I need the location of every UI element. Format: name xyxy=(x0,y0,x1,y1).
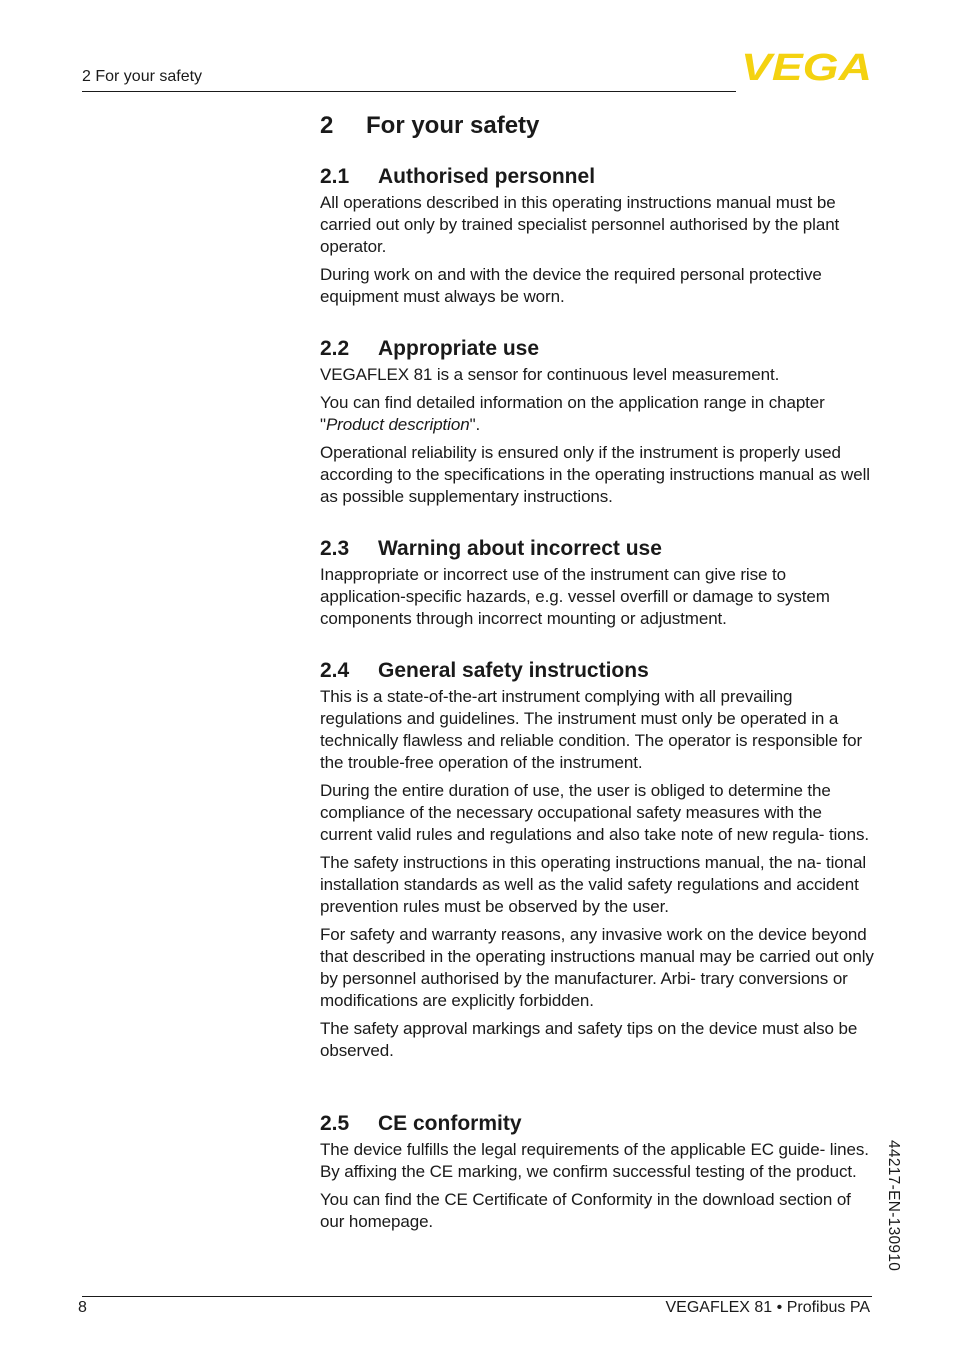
chapter-heading xyxy=(320,108,876,144)
section-warning-incorrect-use xyxy=(320,534,876,636)
text-run: ". xyxy=(469,415,481,434)
paragraph: Operational reliability is ensured only if the instrument is properly used according to the specifications in the operating instructions manual as well as possible supplementary instructions. xyxy=(320,443,870,506)
header-rule xyxy=(82,91,736,92)
section-number: 2.2 xyxy=(320,337,350,360)
chapter-title: For your safety xyxy=(366,112,540,139)
paragraph: The device fulfills the legal requirements of the applicable EC guide- lines. By affixing the CE marking, we confirm successful testing of the product. xyxy=(320,1140,869,1181)
section-authorised-personnel xyxy=(320,162,876,314)
section-title: Warning about incorrect use xyxy=(378,537,662,560)
section-title: CE conformity xyxy=(378,1112,522,1135)
paragraph: This is a state-of-the-art instrument complying with all prevailing regulations and guidelines. The instrument must only be operated in a technically flawless and reliable condition. The operator is responsible for the trouble-free operation of the instrument. xyxy=(320,687,863,772)
chapter-number: 2 xyxy=(320,112,334,139)
section-number: 2.5 xyxy=(320,1112,350,1135)
paragraph xyxy=(320,392,876,436)
section-title: Authorised personnel xyxy=(378,165,596,188)
section-heading xyxy=(320,656,876,686)
section-heading xyxy=(320,1109,876,1139)
section-ce-conformity xyxy=(320,1109,876,1239)
vega-logo xyxy=(741,51,873,83)
paragraph: The safety instructions in this operating instructions manual, the na- tional installation standards as well as the valid safety regulations and accident prevention rules must be observed by the user. xyxy=(320,853,867,916)
section-appropriate-use xyxy=(320,334,876,514)
text-run: You can find detailed information on the application range in chapter " xyxy=(320,393,825,434)
section-heading xyxy=(320,162,876,192)
section-number: 2.3 xyxy=(320,537,350,560)
paragraph: All operations described in this operating instructions manual must be carried out only by trained specialist personnel authorised by the plant operator. xyxy=(320,193,840,256)
paragraph: VEGAFLEX 81 is a sensor for continuous level measurement. xyxy=(320,365,780,384)
section-number: 2.4 xyxy=(320,659,350,682)
main-content xyxy=(320,108,876,1231)
section-title: General safety instructions xyxy=(378,659,649,682)
section-number: 2.1 xyxy=(320,165,350,188)
svg-text:VEGA: VEGA xyxy=(741,51,872,83)
section-heading xyxy=(320,334,876,364)
paragraph: During the entire duration of use, the user is obliged to determine the compliance of the necessary occupational safety measures with the current valid rules and regulations and also take note of new regula- tions. xyxy=(320,781,870,844)
section-title: Appropriate use xyxy=(378,337,540,360)
document-code: 44217-EN-130910 xyxy=(885,1140,902,1272)
running-header: 2 For your safety xyxy=(82,68,203,85)
footer-product: VEGAFLEX 81 • Profibus PA xyxy=(665,1299,870,1316)
page-number: 8 xyxy=(78,1299,87,1316)
paragraph: For safety and warranty reasons, any invasive work on the device beyond that described in the operating instructions manual may be carried out only by personnel authorised by the manufacturer. Arbi- trary conversions or modifications are explicitly forbidden. xyxy=(320,925,874,1010)
paragraph: The safety approval markings and safety tips on the device must also be observed. xyxy=(320,1019,858,1060)
paragraph: You can find the CE Certificate of Conformity in the download section of our homepage. xyxy=(320,1190,851,1231)
section-heading xyxy=(320,534,876,564)
footer-rule xyxy=(82,1296,872,1297)
paragraph: Inappropriate or incorrect use of the instrument can give rise to application-specific hazards, e.g. vessel overfill or damage to system components through incorrect mounting or adjustment. xyxy=(320,565,830,628)
chapter-reference: Product description xyxy=(325,415,470,434)
paragraph: During work on and with the device the required personal protective equipment must always be worn. xyxy=(320,265,822,306)
section-general-safety xyxy=(320,656,876,1068)
